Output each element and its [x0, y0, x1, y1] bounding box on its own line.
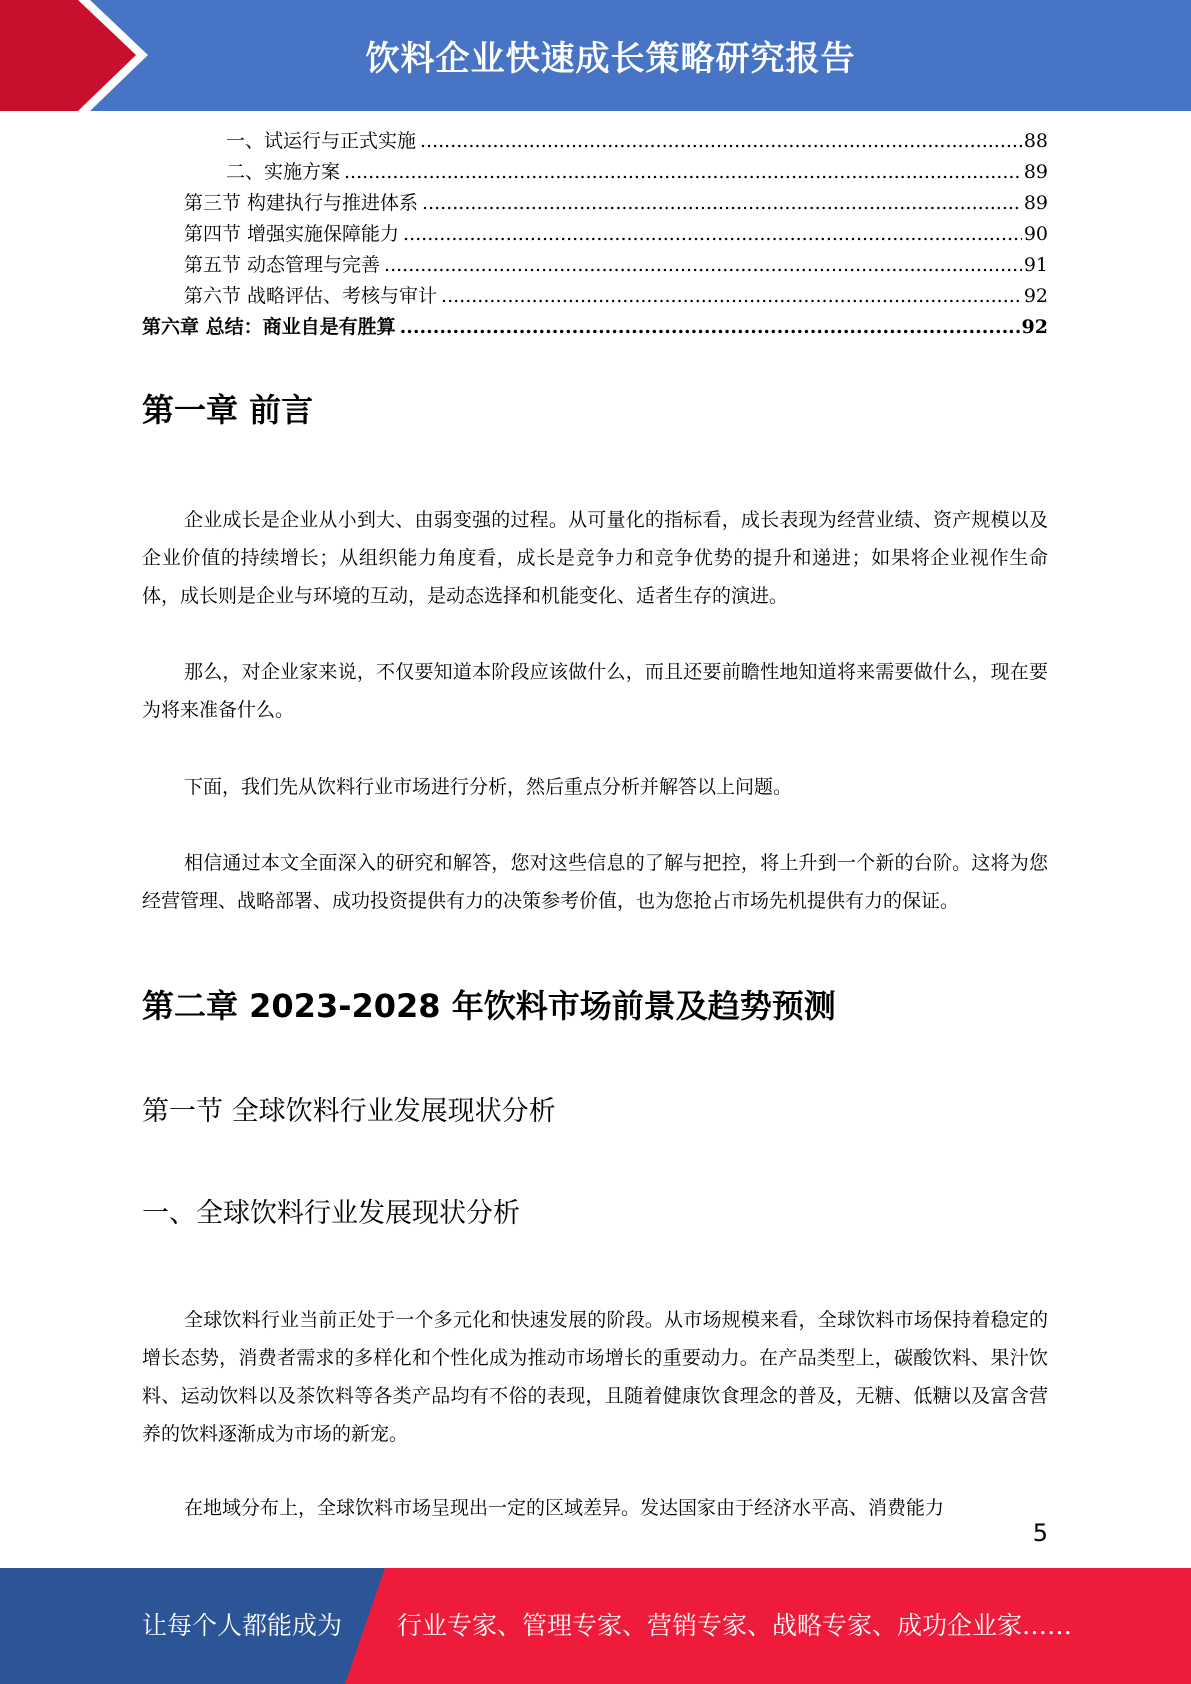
toc-entry[interactable]	[142, 157, 1048, 188]
toc-entry-label: 二、实施方案	[226, 161, 341, 183]
toc-entry-page: 88	[1023, 130, 1048, 152]
toc-entry-page: 92	[1021, 316, 1048, 338]
footer-slogan-left: 让每个人都能成为	[142, 1611, 343, 1640]
toc-entry-page: 92	[1023, 285, 1048, 307]
body-paragraph: 企业成长是企业从小到大、由弱变强的过程。从可量化的指标看，成长表现为经营业绩、资产规模以及企业价值的持续增长；从组织能力角度看，成长是竞争力和竞争优势的提升和递进；如果将企业视作生命体，成长则是企业与环境的互动，是动态选择和机能变化、适者生存的演进。	[142, 509, 1048, 607]
footer-banner	[0, 1568, 1191, 1684]
page-number: 5	[1032, 1519, 1048, 1547]
toc-entry[interactable]	[142, 281, 1048, 312]
toc-leader-dots	[403, 219, 1022, 250]
toc-entry-page: 91	[1023, 254, 1048, 276]
header-bar	[0, 0, 1191, 111]
toc-leader-dots	[384, 250, 1022, 281]
toc-entry[interactable]	[142, 250, 1048, 281]
report-title: 饮料企业快速成长策略研究报告	[365, 39, 856, 79]
toc-entry[interactable]	[142, 126, 1048, 157]
footer-slogan-right: 行业专家、管理专家、营销专家、战略专家、成功企业家……	[397, 1611, 1073, 1640]
chapter-heading: 第二章 2023-2028 年饮料市场前景及趋势预测	[142, 987, 836, 1025]
toc-entry-label: 第三节 构建执行与推进体系	[184, 192, 419, 214]
toc-entry[interactable]	[142, 188, 1048, 219]
toc-entry-page: 90	[1023, 223, 1048, 245]
toc-entry-label: 第五节 动态管理与完善	[184, 254, 381, 276]
body-paragraph: 下面，我们先从饮料行业市场进行分析，然后重点分析并解答以上问题。	[184, 776, 793, 798]
toc-entry-label: 第四节 增强实施保障能力	[184, 223, 400, 245]
toc-entry[interactable]	[142, 219, 1048, 250]
toc-leader-dots	[420, 126, 1022, 157]
toc-leader-dots	[422, 188, 1022, 219]
toc-entry-page: 89	[1023, 192, 1048, 214]
body-paragraph: 相信通过本文全面深入的研究和解答，您对这些信息的了解与把控，将上升到一个新的台阶。这将为您经营管理、战略部署、成功投资提供有力的决策参考价值，也为您抢占市场先机提供有力的保证。	[142, 852, 1048, 912]
toc-entry-label: 第六节 战略评估、考核与审计	[184, 285, 438, 307]
toc-entry-chapter[interactable]	[142, 312, 1048, 343]
toc-leader-dots	[400, 312, 1020, 343]
chapter-heading: 第一章 前言	[142, 391, 314, 429]
toc-leader-dots	[441, 281, 1022, 312]
body-paragraph: 在地域分布上，全球饮料市场呈现出一定的区域差异。发达国家由于经济水平高、消费能力	[184, 1497, 945, 1519]
body-paragraph: 那么，对企业家来说，不仅要知道本阶段应该做什么，而且还要前瞻性地知道将来需要做什么，现在要为将来准备什么。	[142, 661, 1048, 721]
toc-entry-label: 一、试运行与正式实施	[226, 130, 417, 152]
toc-leader-dots	[344, 157, 1022, 188]
table-of-contents	[142, 126, 1048, 343]
subsection-heading: 一、全球饮料行业发展现状分析	[142, 1198, 520, 1229]
section-heading: 第一节 全球饮料行业发展现状分析	[142, 1096, 556, 1127]
body-paragraph: 全球饮料行业当前正处于一个多元化和快速发展的阶段。从市场规模来看，全球饮料市场保持着稳定的增长态势，消费者需求的多样化和个性化成为推动市场增长的重要动力。在产品类型上，碳酸饮料、果汁饮料、运动饮料以及茶饮料等各类产品均有不俗的表现，且随着健康饮食理念的普及，无糖、低糖以及富含营养的饮料逐渐成为市场的新宠。	[142, 1309, 1048, 1445]
toc-entry-label: 第六章 总结：商业自是有胜算	[142, 316, 396, 338]
toc-entry-page: 89	[1023, 161, 1048, 183]
